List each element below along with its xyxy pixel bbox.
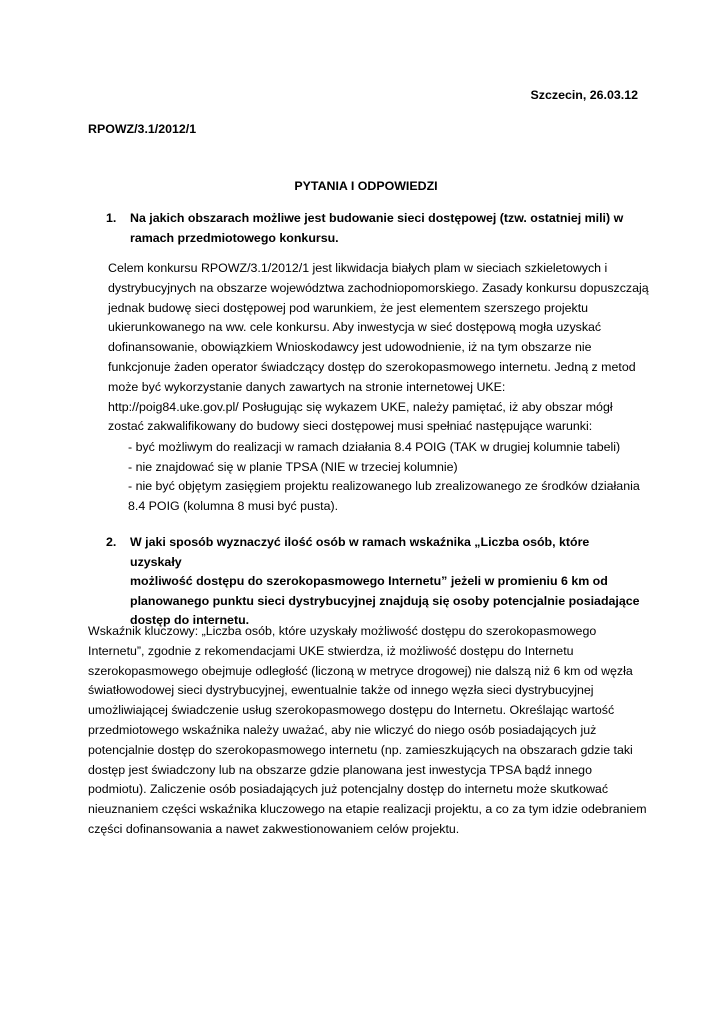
question-1-section bbox=[88, 209, 640, 248]
condition-item: 8.4 POIG (kolumna 8 musi być pusta). bbox=[128, 498, 339, 513]
answer-1 bbox=[108, 259, 660, 437]
answer-1-line: zostać zakwalifikowany do budowy sieci dostępowej musi spełniać następujące warunki: bbox=[108, 419, 593, 434]
answer-1-line: jednak budowę sieci dostępowej pod warunkiem, że jest elementem szerszego projektu bbox=[108, 300, 589, 315]
conditions-list bbox=[128, 438, 648, 516]
question-1-line: ramach przedmiotowego konkursu. bbox=[130, 230, 339, 245]
answer-1-line: może być wykorzystanie danych zawartych na stronie internetowej UKE: bbox=[108, 379, 506, 394]
answer-2-line: światłowodowej sieci dystrybucyjnej, ewentualnie także od innego węzła sieci dystrybucyjnej bbox=[88, 683, 594, 698]
answer-2-line: potencjalnie dostęp do szerokopasmowego internetu (np. zamieszkujących na obszarach gdzie taki bbox=[88, 742, 633, 757]
reference-number: RPOWZ/3.1/2012/1 bbox=[88, 122, 197, 136]
answer-1-line: dystrybucyjnych na obszarze województwa zachodniopomorskiego. Zasady konkursu dopuszczają bbox=[108, 280, 649, 295]
answer-2-line: części dofinansowania a nawet zakwestionowaniem celów projektu. bbox=[88, 821, 460, 836]
question-2-line: możliwość dostępu do szerokopasmowego Internetu” jeżeli w promieniu 6 km od bbox=[130, 574, 608, 588]
answer-2-paragraph bbox=[88, 622, 648, 840]
answer-1-paragraph bbox=[108, 259, 660, 437]
condition-item: - nie być objętym zasięgiem projektu realizowanego lub zrealizowanego ze środków działania bbox=[128, 479, 640, 493]
question-1-line: Na jakich obszarach możliwe jest budowanie sieci dostępowej (tzw. ostatniej mili) w bbox=[130, 211, 624, 225]
answer-1-line: ukierunkowanego na ww. cele konkursu. Aby inwestycja w sieć dostępową mogła uzyskać bbox=[108, 320, 602, 335]
answer-2-line: podmiotu). Zaliczenie osób posiadających już potencjalny dostęp do internetu może skutkować bbox=[88, 782, 609, 797]
answer-2-line: szerokopasmowego obejmuje odległość (liczoną w metryce drogowej) nie dalszą niż 6 km od węzła bbox=[88, 663, 633, 678]
page-title: PYTANIA I ODPOWIEDZI bbox=[294, 179, 438, 193]
answer-2-line: Internetu”, zgodnie z rekomendacjami UKE stwierdza, iż możliwość dostępu do Internetu bbox=[88, 643, 574, 658]
question-2 bbox=[88, 533, 640, 631]
answer-2 bbox=[88, 622, 648, 840]
question-1 bbox=[88, 209, 640, 248]
answer-1-line: Celem konkursu RPOWZ/3.1/2012/1 jest likwidacja białych plam w sieciach szkieletowych i bbox=[108, 261, 608, 275]
answer-2-line: nieuznaniem części wskaźnika kluczowego na etapie realizacji projektu, a co za tym idzie odebraniem bbox=[88, 802, 647, 817]
answer-2-line: umożliwiającej świadczenie usług szerokopasmowego dostępu do Internetu. Określając wartość bbox=[88, 703, 615, 718]
answer-2-line: przedmiotowego wskaźnika należy uważać, aby nie wliczyć do niego osób posiadających już bbox=[88, 722, 597, 737]
condition-item: - nie znajdować się w planie TPSA (NIE w trzeciej kolumnie) bbox=[128, 459, 458, 474]
condition-item: - być możliwym do realizacji w ramach działania 8.4 POIG (TAK w drugiej kolumnie tabeli) bbox=[128, 440, 621, 454]
answer-1-line: dofinansowanie, obowiązkiem Wnioskodawcy jest udowodnienie, iż na tym obszarze nie bbox=[108, 340, 592, 355]
question-2-number: 2. bbox=[106, 535, 117, 549]
answer-2-line: Wskaźnik kluczowy: „Liczba osób, które uzyskały możliwość dostępu do szerokopasmowego bbox=[88, 624, 597, 638]
question-2-section bbox=[88, 533, 640, 631]
question-2-line: planowanego punktu sieci dystrybucyjnej znajdują się osoby potencjalnie posiadające bbox=[130, 593, 640, 608]
document-date: Szczecin, 26.03.12 bbox=[530, 88, 638, 102]
answer-1-line: http://poig84.uke.gov.pl/ Posługując się wykazem UKE, należy pamiętać, iż aby obszar mógł bbox=[108, 399, 613, 414]
answer-2-line: dostęp jest świadczony lub na obszarze gdzie planowana jest inwestycja TPSA bądź innego bbox=[88, 762, 592, 777]
question-2-line: dostęp do internetu. bbox=[130, 613, 250, 627]
answer-1-line: funkcjonuje żaden operator świadczący dostęp do szerokopasmowego internetu. Jedną z metod bbox=[108, 359, 636, 374]
question-2-line: W jaki sposób wyznaczyć ilość osób w ramach wskaźnika „Liczba osób, które uzyskały bbox=[130, 535, 590, 569]
question-1-number: 1. bbox=[106, 211, 117, 225]
